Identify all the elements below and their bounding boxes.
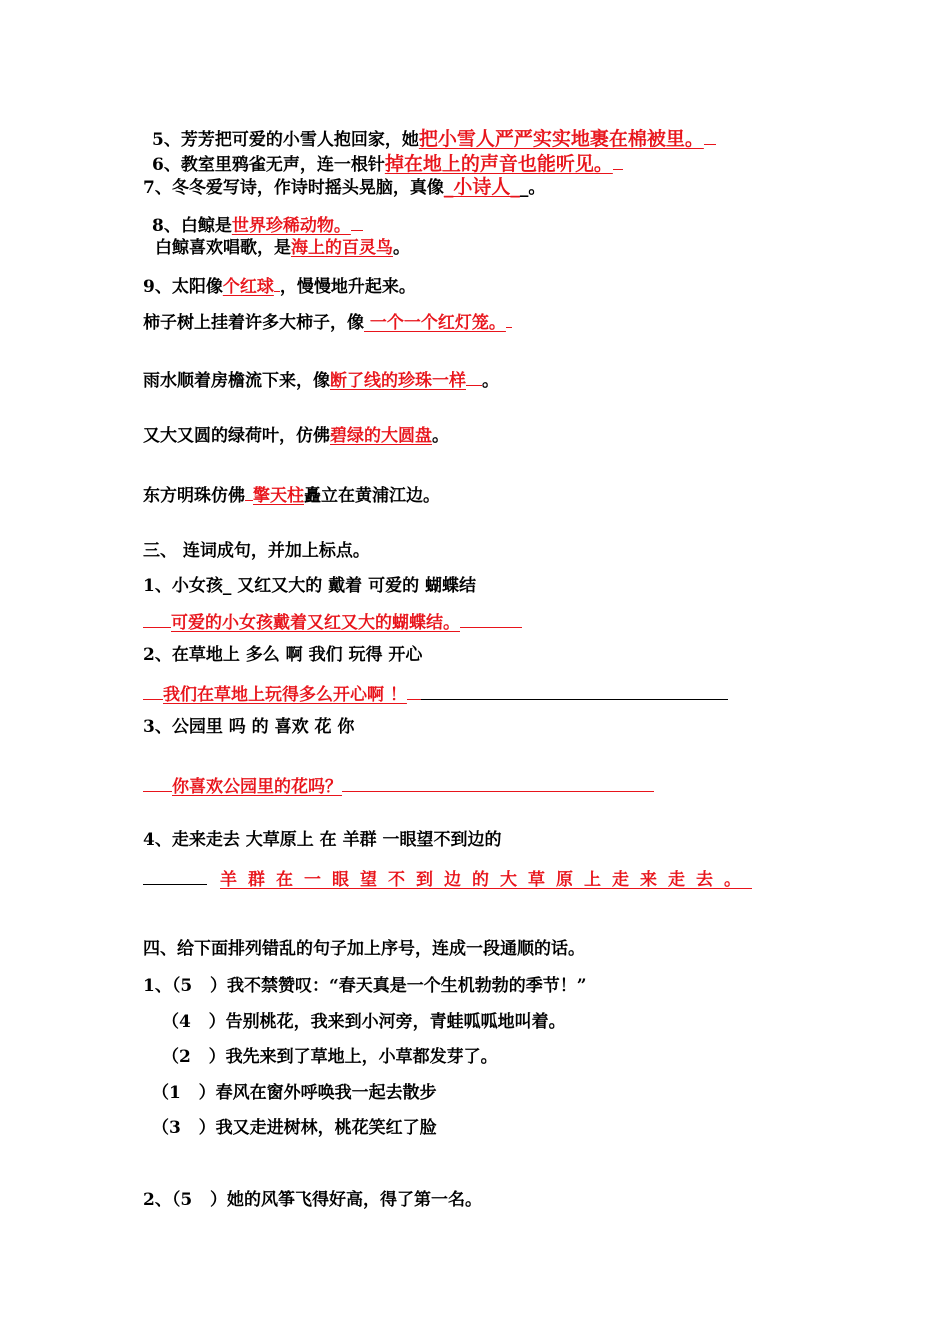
s3-q1-blank-trail [460,609,522,628]
s3-q2-blank-lead [143,681,163,700]
q9d-line [143,425,449,447]
q9e-line [143,482,440,507]
q8a-answer: 世界珍稀动物。 [231,216,351,236]
sentence-text: 告别桃花，我来到小河旁，青蛙呱呱地叫着。 [225,1012,566,1032]
q9a-line [143,273,416,298]
s3-q4-words: 4、走来走去 大草原上 在 羊群 一眼望不到边的 [143,830,502,850]
s4-g2-item-1: 2、（5 ）她的风筝飞得好高，得了第一名。 [143,1190,482,1210]
q9c-answer: 断了线的珍珠一样 [330,371,466,391]
q9e-blank-line [245,482,253,501]
q8a-blank-line [351,212,363,231]
s3-q2-answer-line [143,681,728,706]
s3-q2-blank-trail [421,681,728,700]
q9c-line [143,367,499,392]
s3-q4-blank-lead [143,866,207,885]
q8a-line [152,212,363,237]
q7-prefix: 7、冬冬爱写诗，作诗时摇头晃脑，真像 [143,178,444,198]
q9d-suffix: 。 [432,426,449,446]
s3-q1-words: 1、小女孩_ 又红又大的 戴着 可爱的 蝴蝶结 [143,576,477,596]
q9a-answer: 个红球 [222,277,274,297]
section4-title: 四、给下面排列错乱的句子加上序号，连成一段通顺的话。 [143,939,585,959]
q6-line [152,151,623,176]
s3-q3-words: 3、公园里 吗 的 喜欢 花 你 [143,717,355,737]
q9b-line [143,309,512,334]
q8b-prefix: 白鲸喜欢唱歌，是 [155,238,291,258]
s3-q2-words: 2、在草地上 多么 啊 我们 玩得 开心 [143,645,423,665]
s3-q2-answer: 我们在草地上玩得多么开心啊 ！ [163,685,407,705]
q8b-line [155,237,410,259]
q6-blank-line [613,151,623,170]
q5-blank-line [704,126,716,145]
q9c-prefix: 雨水顺着房檐流下来，像 [143,371,330,391]
order-number: 1 [169,1083,181,1103]
sentence-text: 我先来到了草地上，小草都发芽了。 [225,1047,498,1067]
q9a-suffix: ，慢慢地升起来。 [279,277,416,297]
q9c-suffix: 。 [482,371,499,391]
s3-q1-answer-line [143,609,522,634]
s4-g1-item-1: 1、（5 ）我不禁赞叹：“春天真是一个生机勃勃的季节！” [143,976,587,996]
q8b-answer: 海上的百灵鸟 [291,238,393,258]
s3-q4-answer: 羊群在一眼望不到边的大草原上走来走去。 [220,870,752,890]
s3-q4-answer-line [143,866,752,891]
s3-q1-blank-lead [143,609,171,628]
sentence-text: 我不禁赞叹：“春天真是一个生机勃勃的季节！” [226,976,587,996]
s3-q1-answer: 可爱的小女孩戴着又红又大的蝴蝶结。 [171,613,460,633]
q7-suffix: _。 [519,178,546,198]
s4-g1-item-2: （4 ）告别桃花，我来到小河旁，青蛙呱呱地叫着。 [162,1012,566,1032]
q7-answer: _小诗人_ [443,176,520,198]
q9c-blank-line [466,367,482,386]
s3-q3-blank-trail [342,773,654,792]
sentence-text: 她的风筝飞得好高，得了第一名。 [226,1190,482,1210]
q9e-prefix: 东方明珠仿佛 [143,486,245,506]
section3-title: 三、 连词成句，并加上标点。 [143,541,370,561]
q6-answer: 掉在地上的声音也能听见。 [384,153,613,175]
q9b-prefix: 柿子树上挂着许多大柿子，像 [143,313,364,333]
order-number: 2 [179,1047,191,1067]
s4-g1-num: 1、 [143,976,172,996]
s3-q3-answer: 你喜欢公园里的花吗？ [172,777,342,797]
q9d-answer: 碧绿的大圆盘 [330,426,432,446]
q9e-suffix: 矗立在黄浦江边。 [304,486,440,506]
q9e-answer: 擎天柱 [253,486,304,506]
s4-g1-item-3: （2 ）我先来到了草地上，小草都发芽了。 [162,1047,498,1067]
order-number: 4 [179,1012,191,1032]
q9a-prefix: 9、太阳像 [143,277,223,297]
q5-answer: 把小雪人严严实实地裹在棉被里。 [418,128,704,150]
q8a-prefix: 8、白鲸是 [152,216,232,236]
q6-prefix: 6、教室里鸦雀无声，连一根针 [152,155,385,175]
order-number: 3 [169,1118,181,1138]
q9b-blank-line [506,309,512,328]
q9b-answer: 一个一个红灯笼。 [364,313,506,333]
s4-g1-item-5: （3 ）我又走进树林，桃花笑红了脸 [152,1118,437,1138]
s4-g1-item-4: （1 ）春风在窗外呼唤我一起去散步 [152,1083,437,1103]
order-number: 5 [180,1190,193,1210]
s4-g2-num: 2、 [143,1190,172,1210]
q5-prefix: 5、芳芳把可爱的小雪人抱回家，她 [152,130,419,150]
q5-line [152,126,716,151]
s3-q2-blank-mid [407,681,421,700]
sentence-text: 春风在窗外呼唤我一起去散步 [215,1083,437,1103]
s3-q3-blank-lead [143,773,172,792]
s3-q3-answer-line [143,773,654,798]
q7-line [143,176,545,199]
sentence-text: 我又走进树林，桃花笑红了脸 [215,1118,437,1138]
q8b-suffix: 。 [393,238,410,258]
q9d-prefix: 又大又圆的绿荷叶，仿佛 [143,426,330,446]
order-number: 5 [180,976,193,996]
